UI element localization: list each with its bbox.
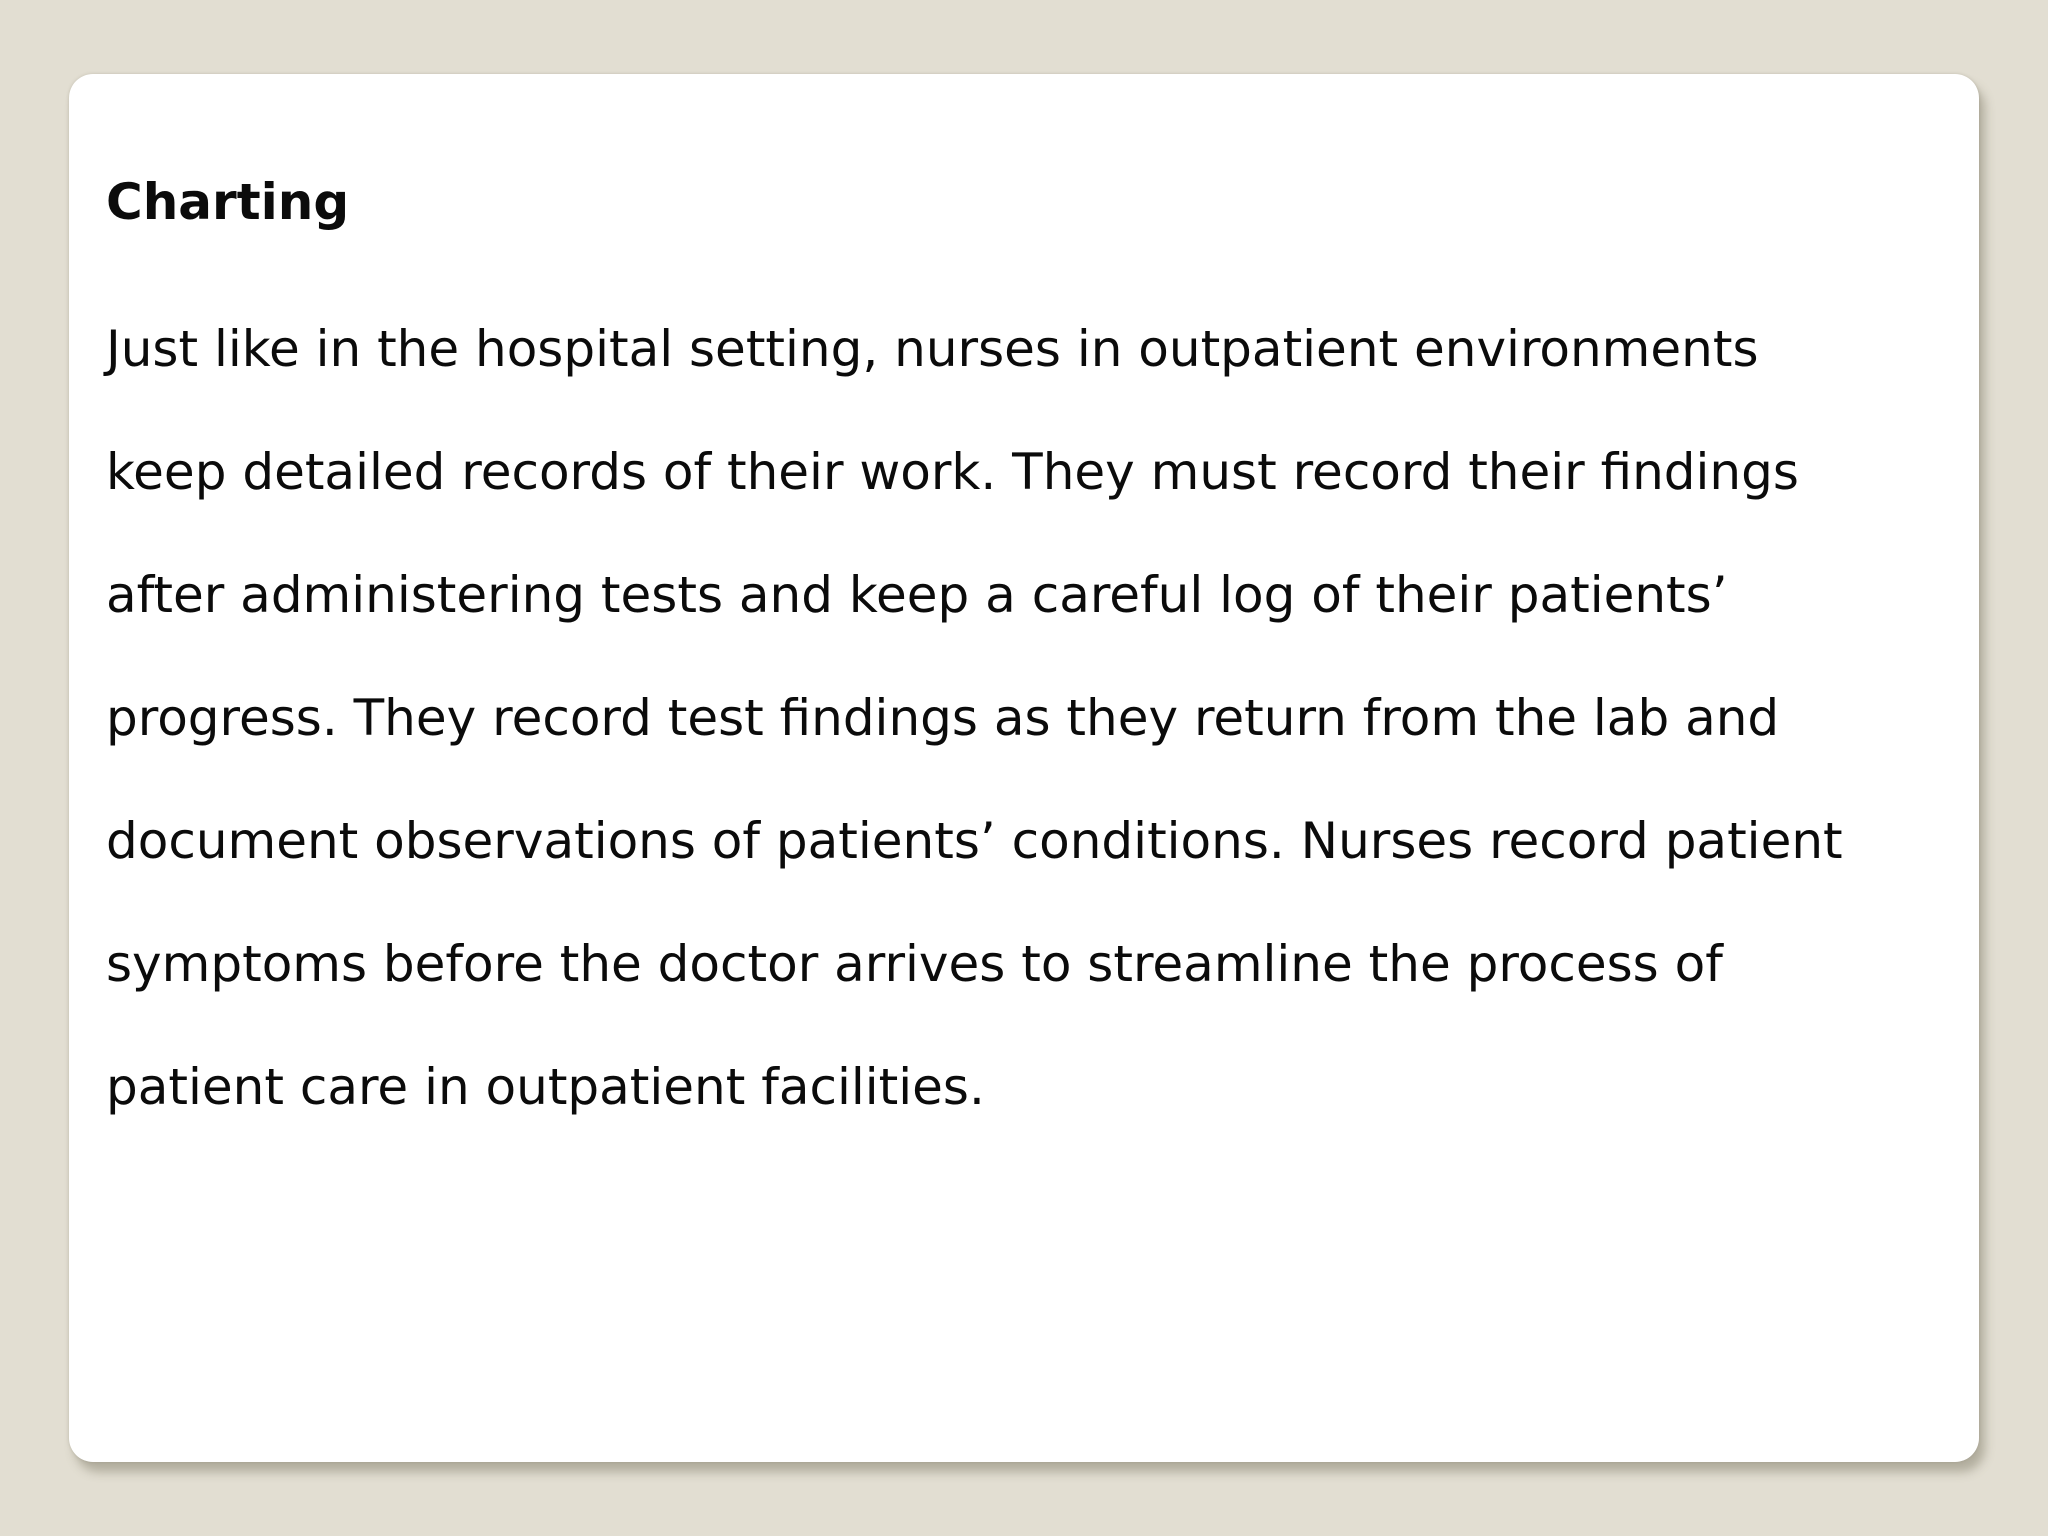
body-line: progress. They record test findings as they return from the lab and <box>106 689 1780 747</box>
body-line: document observations of patients’ conditions. Nurses record patient <box>106 812 1843 870</box>
slide-body-text <box>106 288 1966 1149</box>
body-line: patient care in outpatient facilities. <box>106 1058 985 1116</box>
body-line: keep detailed records of their work. They must record their findings <box>106 443 1799 501</box>
body-line: Just like in the hospital setting, nurses in outpatient environments <box>106 320 1759 378</box>
body-line: symptoms before the doctor arrives to streamline the process of <box>106 935 1723 993</box>
slide-heading: Charting <box>106 173 350 231</box>
body-line: after administering tests and keep a careful log of their patients’ <box>106 566 1728 624</box>
